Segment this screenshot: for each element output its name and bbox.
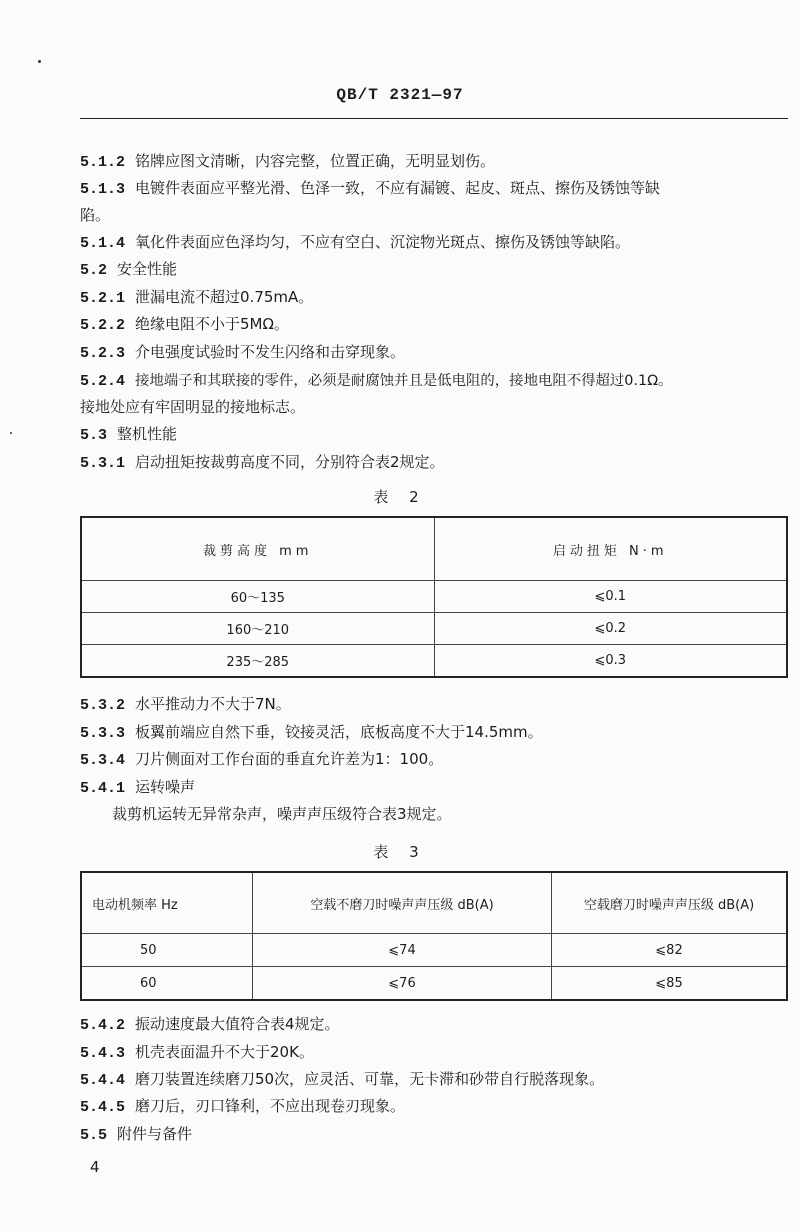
table-cell: 160～210 xyxy=(81,613,434,645)
clause-number: 5.3.4 xyxy=(80,752,126,769)
header-rule xyxy=(80,118,788,119)
clause-5-4-1-body xyxy=(112,801,800,828)
clause-text: 氧化件表面应色泽均匀，不应有空白、沉淀物光斑点、擦伤及锈蚀等缺陷。 xyxy=(135,233,631,251)
table-3-caption: 表 3 xyxy=(373,843,427,861)
clause-text: 附件与备件 xyxy=(117,1125,193,1143)
clause-number: 5.4.5 xyxy=(80,1099,126,1116)
clause-number: 5.3 xyxy=(80,427,108,444)
table-cell: ⩽0.2 xyxy=(434,613,787,645)
section-5-5-heading xyxy=(80,1121,792,1149)
table-2-caption: 表 2 xyxy=(373,488,427,506)
clause-text: 接地处应有牢固明显的接地标志。 xyxy=(80,398,306,416)
scan-speck xyxy=(38,60,41,63)
clause-5-2-4 xyxy=(80,367,792,395)
clause-text: 磨刀后，刃口锋利，不应出现卷刃现象。 xyxy=(135,1097,406,1115)
clause-number: 5.1.2 xyxy=(80,154,126,171)
clause-number: 5.5 xyxy=(80,1127,108,1144)
clause-5-4-1 xyxy=(80,774,792,802)
table-cell: ⩽82 xyxy=(552,934,788,967)
clause-number: 5.1.3 xyxy=(80,181,126,198)
table-cell: 235～285 xyxy=(81,645,434,678)
column-header-noise-no-grinding: 空载不磨刀时噪声声压级 dB(A) xyxy=(253,872,552,934)
table-cell: ⩽74 xyxy=(253,934,552,967)
clause-number: 5.4.1 xyxy=(80,780,126,797)
clause-number: 5.2.4 xyxy=(80,373,126,390)
scan-speck xyxy=(10,432,12,434)
clause-5-4-4 xyxy=(80,1066,792,1094)
clause-5-2-1 xyxy=(80,284,792,312)
clause-5-3-4 xyxy=(80,746,792,774)
table-cell: 60 xyxy=(81,967,253,1001)
table-3 xyxy=(80,871,788,1001)
clause-number: 5.3.3 xyxy=(80,725,126,742)
clause-5-1-2 xyxy=(80,148,792,176)
clause-text: 介电强度试验时不发生闪络和击穿现象。 xyxy=(135,343,406,361)
clause-5-4-5 xyxy=(80,1093,792,1121)
table-cell: ⩽0.1 xyxy=(434,581,787,613)
table-row xyxy=(81,645,787,678)
column-header-starting-torque: 启动扭矩 N·m xyxy=(434,517,787,581)
clause-number: 5.4.4 xyxy=(80,1072,126,1089)
table-row xyxy=(81,934,787,967)
clause-text: 绝缘电阻不小于5MΩ。 xyxy=(135,315,289,333)
clause-text: 接地端子和其联接的零件，必须是耐腐蚀并且是低电阻的，接地电阻不得超过0.1Ω。 xyxy=(135,373,673,389)
clause-text: 板翼前端应自然下垂，铰接灵活，底板高度不大于14.5mm。 xyxy=(135,723,543,741)
clause-number: 5.2.2 xyxy=(80,317,126,334)
clause-text: 整机性能 xyxy=(117,425,178,443)
clause-number: 5.3.1 xyxy=(80,455,126,472)
clause-text: 刀片侧面对工作台面的垂直允许差为1：100。 xyxy=(135,750,444,768)
table-row xyxy=(81,613,787,645)
clause-number: 5.1.4 xyxy=(80,235,126,252)
clause-text: 陷。 xyxy=(80,206,111,224)
clause-text: 裁剪机运转无异常杂声，噪声声压级符合表3规定。 xyxy=(112,805,452,823)
page-number: 4 xyxy=(90,1158,100,1176)
clause-text: 电镀件表面应平整光滑、色泽一致，不应有漏镀、起皮、斑点、擦伤及锈蚀等缺 xyxy=(135,179,661,197)
clause-text: 安全性能 xyxy=(117,260,178,278)
section-5-2-heading xyxy=(80,256,792,284)
clause-5-1-3-continued xyxy=(80,202,792,229)
clause-text: 磨刀装置连续磨刀50次，应灵活、可靠，无卡滞和砂带自行脱落现象。 xyxy=(135,1070,605,1088)
clause-number: 5.2.1 xyxy=(80,290,126,307)
clause-5-3-2 xyxy=(80,691,792,719)
table-cell: ⩽0.3 xyxy=(434,645,787,678)
clause-5-3-3 xyxy=(80,719,792,747)
clause-number: 5.4.2 xyxy=(80,1017,126,1034)
clause-text: 泄漏电流不超过0.75mA。 xyxy=(135,288,314,306)
clause-5-2-3 xyxy=(80,339,792,367)
clause-number: 5.3.2 xyxy=(80,697,126,714)
table-cell: ⩽85 xyxy=(552,967,788,1001)
table-header-row xyxy=(81,517,787,581)
section-5-3-heading xyxy=(80,421,792,449)
clause-text: 运转噪声 xyxy=(135,778,196,796)
clause-5-1-3 xyxy=(80,175,792,203)
clause-5-4-2 xyxy=(80,1011,792,1039)
table-row xyxy=(81,967,787,1001)
table-cell: 60～135 xyxy=(81,581,434,613)
table-2 xyxy=(80,516,788,678)
clause-text: 启动扭矩按裁剪高度不同，分别符合表2规定。 xyxy=(135,453,445,471)
column-header-cutting-height: 裁剪高度 mm xyxy=(81,517,434,581)
table-cell: 50 xyxy=(81,934,253,967)
clause-text: 铭牌应图文清晰，内容完整，位置正确，无明显划伤。 xyxy=(135,152,496,170)
clause-number: 5.4.3 xyxy=(80,1045,126,1062)
clause-5-2-4-continued xyxy=(80,394,792,421)
clause-text: 机壳表面温升不大于20K。 xyxy=(135,1043,314,1061)
column-header-motor-frequency: 电动机频率 Hz xyxy=(81,872,253,934)
clause-text: 水平推动力不大于7N。 xyxy=(135,695,291,713)
clause-number: 5.2.3 xyxy=(80,345,126,362)
clause-5-1-4 xyxy=(80,229,792,257)
table-cell: ⩽76 xyxy=(253,967,552,1001)
clause-5-3-1 xyxy=(80,449,792,477)
clause-text: 振动速度最大值符合表4规定。 xyxy=(135,1015,340,1033)
table-header-row xyxy=(81,872,787,934)
clause-5-2-2 xyxy=(80,311,792,339)
clause-number: 5.2 xyxy=(80,262,108,279)
clause-5-4-3 xyxy=(80,1039,792,1067)
standard-code-header: QB/T 2321—97 xyxy=(336,86,464,104)
column-header-noise-grinding: 空载磨刀时噪声声压级 dB(A) xyxy=(552,872,788,934)
table-row xyxy=(81,581,787,613)
